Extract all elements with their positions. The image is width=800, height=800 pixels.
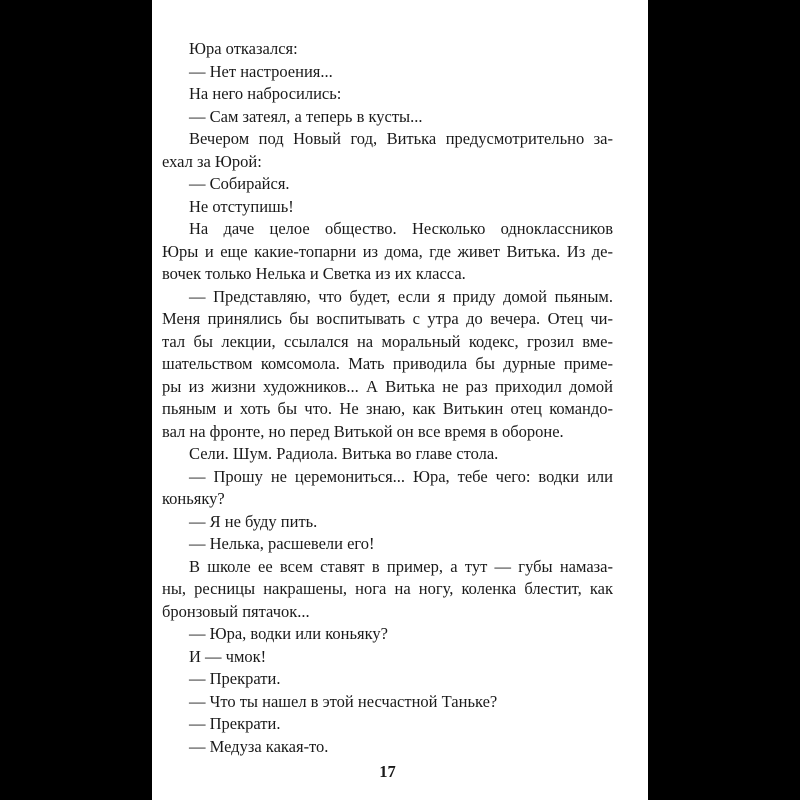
text-line: — Прекрати. bbox=[189, 714, 281, 733]
text-line: вал на фронте, но перед Витькой он все время в обороне. bbox=[162, 421, 564, 441]
text-line: — Что ты нашел в этой несчастной Таньке? bbox=[189, 691, 498, 711]
text-line: — Медуза какая-то. bbox=[189, 736, 329, 756]
text-line: — Прекрати. bbox=[189, 669, 281, 688]
text-line: пьяным и хоть бы что. Не знаю, как Витькин отец командо- bbox=[162, 399, 613, 418]
text-line: И — чмок! bbox=[189, 646, 267, 666]
text-line: Юра отказался: bbox=[189, 39, 298, 58]
text-line: шательством комсомола. Мать приводила бы дурные приме- bbox=[162, 354, 613, 373]
text-line: Меня принялись бы воспитывать с утра до вечера. Отец чи- bbox=[162, 309, 613, 328]
text-line: — Представляю, что будет, если я приду домой пьяным. bbox=[189, 286, 613, 306]
text-line: На него набросились: bbox=[189, 84, 342, 103]
page-body-text bbox=[162, 38, 613, 758]
text-line: ехал за Юрой: bbox=[162, 151, 262, 171]
text-line: ны, ресницы накрашены, нога на ногу, коленка блестит, как bbox=[162, 579, 613, 598]
text-line: коньяку? bbox=[162, 489, 225, 508]
text-line: — Прошу не церемониться... Юра, тебе чего: водки или bbox=[189, 466, 613, 486]
text-line: — Сам затеял, а теперь в кусты... bbox=[189, 106, 423, 126]
text-line: ры из жизни художников... А Витька не раз приходил домой bbox=[162, 376, 613, 396]
text-line: — Юра, водки или коньяку? bbox=[189, 624, 388, 643]
text-line: — Нелька, расшевели его! bbox=[189, 534, 375, 553]
text-line: тал бы лекции, ссылался на моральный кодекс, грозил вме- bbox=[162, 331, 613, 351]
text-line: бронзовый пятачок... bbox=[162, 601, 310, 621]
text-line: В школе ее всем ставят в пример, а тут — губы намаза- bbox=[189, 556, 613, 576]
book-page bbox=[152, 0, 648, 800]
text-line: — Собирайся. bbox=[189, 174, 290, 193]
text-line: — Я не буду пить. bbox=[189, 511, 318, 531]
text-line: — Нет настроения... bbox=[189, 61, 333, 81]
page-number: 17 bbox=[379, 762, 396, 781]
text-line: Не отступишь! bbox=[189, 196, 294, 216]
text-line: вочек только Нелька и Светка из их класса. bbox=[162, 264, 466, 283]
text-line: Юры и еще какие-топарни из дома, где живет Витька. Из де- bbox=[162, 241, 613, 261]
text-line: Вечером под Новый год, Витька предусмотрительно за- bbox=[189, 129, 613, 148]
text-line: На даче целое общество. Несколько одноклассников bbox=[189, 219, 613, 238]
text-line: Сели. Шум. Радиола. Витька во главе стола. bbox=[189, 444, 499, 463]
